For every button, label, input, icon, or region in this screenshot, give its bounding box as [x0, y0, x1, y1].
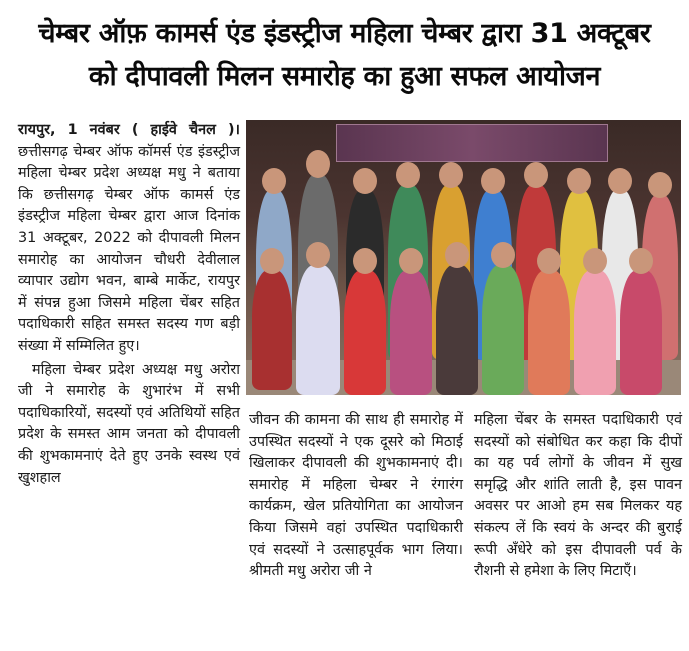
article-column-3 [474, 410, 682, 583]
group-photo [246, 120, 681, 395]
article-column-1 [18, 120, 240, 489]
headline [10, 12, 679, 98]
article-paragraph-1-text: छत्तीसगढ़ चेम्बर ऑफ कॉमर्स एंड इंडस्ट्रीज महिला चेम्बर प्रदेश अध्यक्ष मधु ने बताया कि छत्तीसगढ़ चेम्बर ऑफ कामर्स एंड इंडस्ट्रीज महिला चेम्बर द्वारा आज दिनांक 31 अक्टूबर, 2022 को दीपावली मिलन समारोह का आयोजन चौधरी देवीलाल व्यापार उद्योग भवन, बाम्बे मार्केट, रायपुर में संपन्न हुआ जिसमे महिला चेंबर सहित पदाधिकारी सहित समस्त सदस्य गण बड़ी संख्या में सम्मिलित हुए। [18, 143, 240, 354]
article-column-2-text: जीवन की कामना की साथ ही समारोह में उपस्थित सदस्यों ने एक दूसरे को मिठाई खिलाकर दीपावली की शुभकामनाएं दी। समारोह में महिला चेम्बर ने रंगारंग कार्यक्रम, खेल प्रतियोगिता का आयोजन किया जिसमे वहां उपस्थित पदाधिकारी एवं सदस्यों ने उत्साहपूर्वक भाग लिया। श्रीमती मधु अरोरा जी ने [249, 412, 463, 580]
article-paragraph-1 [18, 120, 240, 358]
article-column-2 [249, 410, 463, 583]
headline-line-1: चेम्बर ऑफ़ कामर्स एंड इंडस्ट्रीज महिला चेम्बर द्वारा 31 अक्टूबर [38, 18, 651, 49]
article-column-3-text: महिला चेंबर के समस्त पदाधिकारी एवं सदस्यों को संबोधित कर कहा कि दीपों का यह पर्व लोगों के जीवन में सुख समृद्धि और शांति लाती है, इस पावन अवसर पर आओ हम सब मिलकर यह संकल्प लें कि स्वयं के अन्दर की बुराई रूपी अँधेरे को इस दीपावली पर्व के रौशनी से हमेशा के लिए मिटाएँ। [474, 412, 682, 580]
dateline: रायपुर, 1 नवंबर ( हाईवे चैनल )। [18, 122, 240, 138]
headline-line-2: को दीपावली मिलन समारोह का हुआ सफल आयोजन [88, 61, 601, 92]
photo-banner [336, 124, 608, 162]
article-paragraph-2: महिला चेम्बर प्रदेश अध्यक्ष मधु अरोरा जी ने समारोह के शुभारंभ में सभी पदाधिकारियों, सदस्यों एवं अतिथियों सहित प्रदेश के समस्त आम जनता को दीपावली की शुभकामनाएं देते हुए उनके स्वस्थ एवं खुशहाल [18, 361, 240, 486]
